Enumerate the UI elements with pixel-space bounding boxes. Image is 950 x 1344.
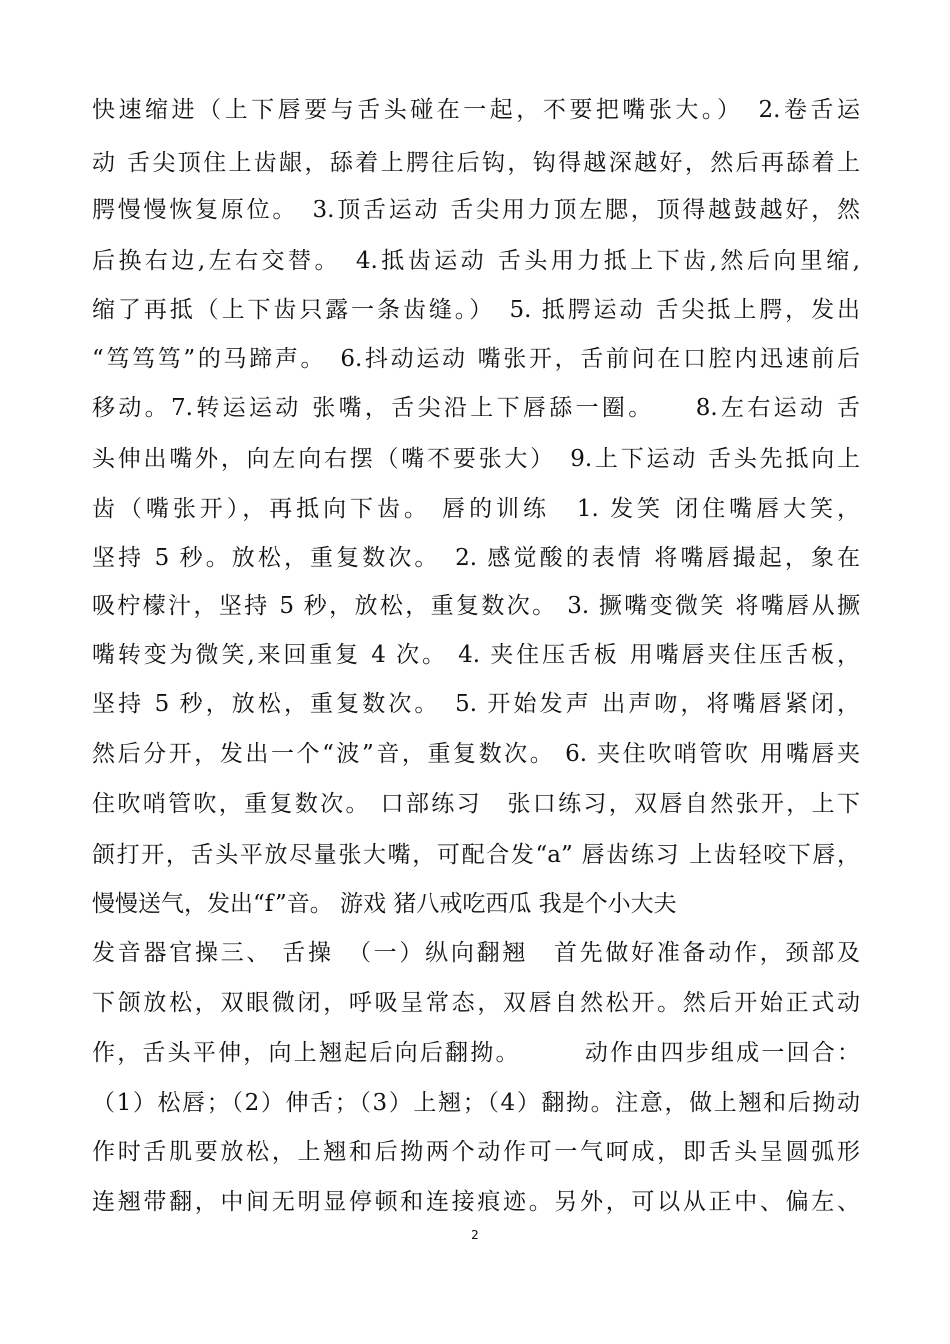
text-line-8: 头伸出嘴外，向左向右摆（嘴不要张大） 9.上下运动 舌头先抵向上 bbox=[92, 446, 860, 472]
text-line-14: 然后分开，发出一个“波”音，重复数次。 6. 夹住吹哨管吹 用嘴唇夹 bbox=[92, 741, 860, 767]
text-line-17: 慢慢送气，发出“f”音。 游戏 猪八戒吃西瓜 我是个小大夫 bbox=[92, 891, 677, 917]
text-line-5: 缩了再抵（上下齿只露一条齿缝。） 5. 抵腭运动 舌尖抵上腭，发出 bbox=[92, 297, 860, 323]
text-line-15: 住吹哨管吹，重复数次。 口部练习 张口练习，双唇自然张开，上下 bbox=[92, 791, 860, 817]
text-line-18: 发音器官操三、 舌操 （一）纵向翻翘 首先做好准备动作，颈部及 bbox=[92, 940, 860, 966]
text-line-1: 快速缩进（上下唇要与舌头碰在一起，不要把嘴张大。） 2.卷舌运 bbox=[92, 97, 860, 123]
text-line-2: 动 舌尖顶住上齿龈，舔着上腭往后钩，钩得越深越好，然后再舔着上 bbox=[92, 150, 860, 176]
text-line-13: 坚持 5 秒，放松，重复数次。 5. 开始发声 出声吻，将嘴唇紧闭， bbox=[92, 691, 860, 717]
text-line-21: （1）松唇；（2）伸舌；（3）上翘；（4）翻拗。注意，做上翘和后拗动 bbox=[92, 1090, 860, 1116]
text-line-11: 吸柠檬汁，坚持 5 秒，放松，重复数次。 3. 撅嘴变微笑 将嘴唇从撅 bbox=[92, 593, 860, 619]
text-line-22: 作时舌肌要放松，上翘和后拗两个动作可一气呵成，即舌头呈圆弧形 bbox=[92, 1139, 860, 1165]
text-line-4: 后换右边,左右交替。 4.抵齿运动 舌头用力抵上下齿,然后向里缩, bbox=[92, 248, 860, 274]
text-line-23: 连翘带翻，中间无明显停顿和连接痕迹。另外，可以从正中、偏左、 bbox=[92, 1189, 860, 1215]
text-line-3: 腭慢慢恢复原位。 3.顶舌运动 舌尖用力顶左腮，顶得越鼓越好，然 bbox=[92, 197, 860, 223]
text-line-12: 嘴转变为微笑,来回重复 4 次。 4. 夹住压舌板 用嘴唇夹住压舌板， bbox=[92, 642, 860, 668]
text-line-7: 移动。7.转运运动 张嘴，舌尖沿上下唇舔一圈。 8.左右运动 舌 bbox=[92, 395, 860, 421]
text-line-20: 作，舌头平伸，向上翘起后向后翻拗。 动作由四步组成一回合： bbox=[92, 1040, 860, 1066]
text-line-9: 齿（嘴张开），再抵向下齿。 唇的训练 1. 发笑 闭住嘴唇大笑， bbox=[92, 496, 860, 522]
text-line-6: “笃笃笃”的马蹄声。 6.抖动运动 嘴张开，舌前问在口腔内迅速前后 bbox=[92, 346, 860, 372]
page-number: 2 bbox=[471, 1228, 479, 1242]
text-line-19: 下颌放松，双眼微闭，呼吸呈常态，双唇自然松开。然后开始正式动 bbox=[92, 990, 860, 1016]
text-line-10: 坚持 5 秒。放松，重复数次。 2. 感觉酸的表情 将嘴唇撮起，象在 bbox=[92, 545, 860, 571]
text-line-16: 颌打开，舌头平放尽量张大嘴，可配合发“a” 唇齿练习 上齿轻咬下唇， bbox=[92, 842, 860, 868]
